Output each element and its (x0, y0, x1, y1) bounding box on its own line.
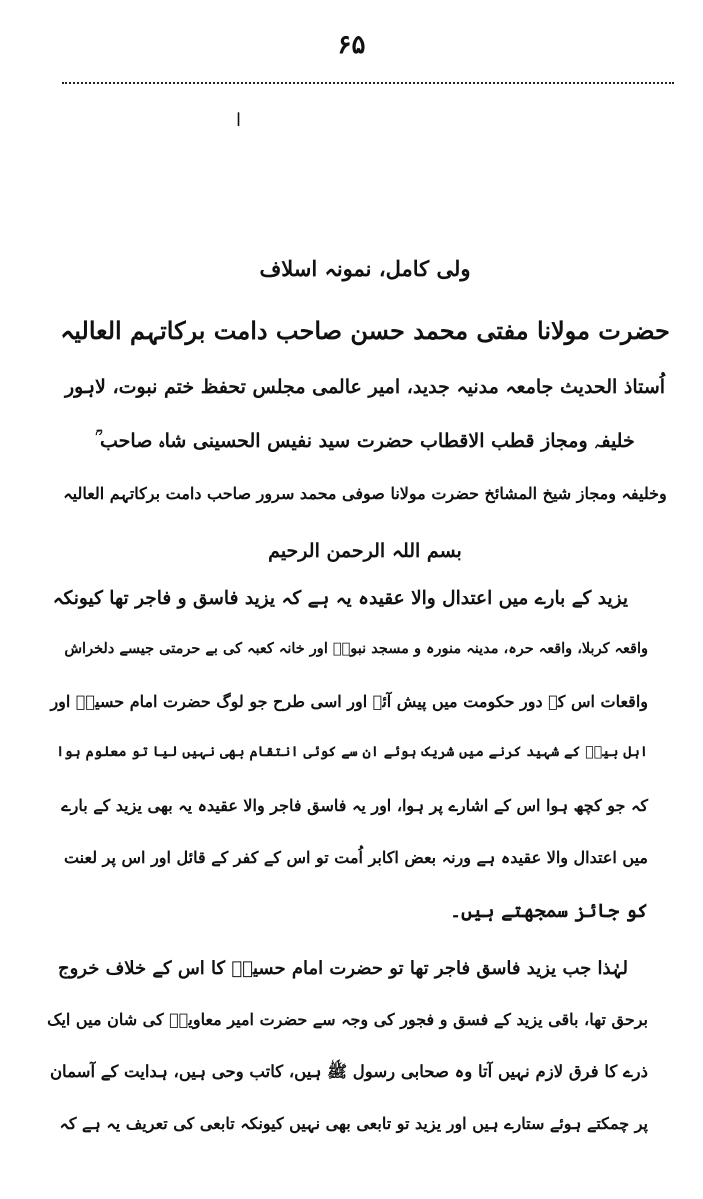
paragraph-2-line: برحق تھا، باقی یزید کے فسق و فجور کی وجہ سے حضرت امیر معاویہؓ کی شان میں ایک (47, 1010, 648, 1029)
bismillah: بسم اللہ الرحمن الرحیم (268, 540, 462, 562)
paragraph-1-line: میں اعتدال والا عقیدہ ہے ورنہ بعض اکابر اُمت تو اس کے کفر کے قائل اور اس پر لعنت (63, 848, 648, 867)
designation-line-2: خلیفہ ومجاز قطب الاقطاب حضرت سید نفیس الحسینی شاہ صاحب ؒ (95, 430, 635, 452)
dotted-divider (62, 82, 674, 84)
paragraph-1-line: واقعات اس کے دور حکومت میں پیش آئے اور اسی طرح جو لوگ حضرت امام حسینؓ اور (50, 692, 648, 711)
paragraph-2-line: ذرے کا فرق لازم نہیں آتا وہ صحابی رسول ﷺ ہیں، کاتب وحی ہیں، ہدایت کے آسمان (49, 1062, 648, 1081)
paragraph-2-line: لہٰذا جب یزید فاسق فاجر تھا تو حضرت امام حسینؓ کا اس کے خلاف خروج (58, 958, 628, 979)
designation-line-1: اُستاذ الحدیث جامعہ مدنیہ جدید، امیر عالمی مجلس تحفظ ختم نبوت، لاہور (64, 376, 666, 398)
page-number: ۶۵ (337, 30, 366, 60)
subtitle: ولی کامل، نمونہ اسلاف (259, 256, 471, 281)
page-title: حضرت مولانا مفتی محمد حسن صاحب دامت برکاتہم العالیہ (60, 316, 670, 345)
paragraph-2-line: پر چمکتے ہوئے ستارے ہیں اور یزید تو تابعی بھی نہیں کیونکہ تابعی کی تعریف یہ ہے کہ (59, 1114, 648, 1133)
paragraph-1-line: کہ جو کچھ ہوا اس کے اشارے پر ہوا، اور یہ فاسق فاجر والا عقیدہ یہ بھی یزید کے بارے (61, 796, 648, 815)
designation-line-3: وخلیفہ ومجاز شیخ المشائخ حضرت مولانا صوفی محمد سرور صاحب دامت برکاتہم العالیہ (63, 484, 667, 503)
stray-mark: ا (236, 110, 242, 131)
paragraph-1-line: اہل بیتؓ کے شہید کرنے میں شریک ہوئے ان سے کوئی انتقام بھی نہیں لیا تو معلوم ہوا (56, 744, 648, 760)
paragraph-1-line: واقعہ کربلا، واقعہ حرہ، مدینہ منورہ و مسجد نبویؐ اور خانہ کعبہ کی بے حرمتی جیسے دلخراش (64, 640, 648, 657)
paragraph-1-line: کو جائز سمجھتے ہیں۔ (450, 900, 648, 922)
paragraph-1-line: یزید کے بارے میں اعتدال والا عقیدہ یہ ہے کہ یزید فاسق و فاجر تھا کیونکہ (52, 588, 628, 609)
